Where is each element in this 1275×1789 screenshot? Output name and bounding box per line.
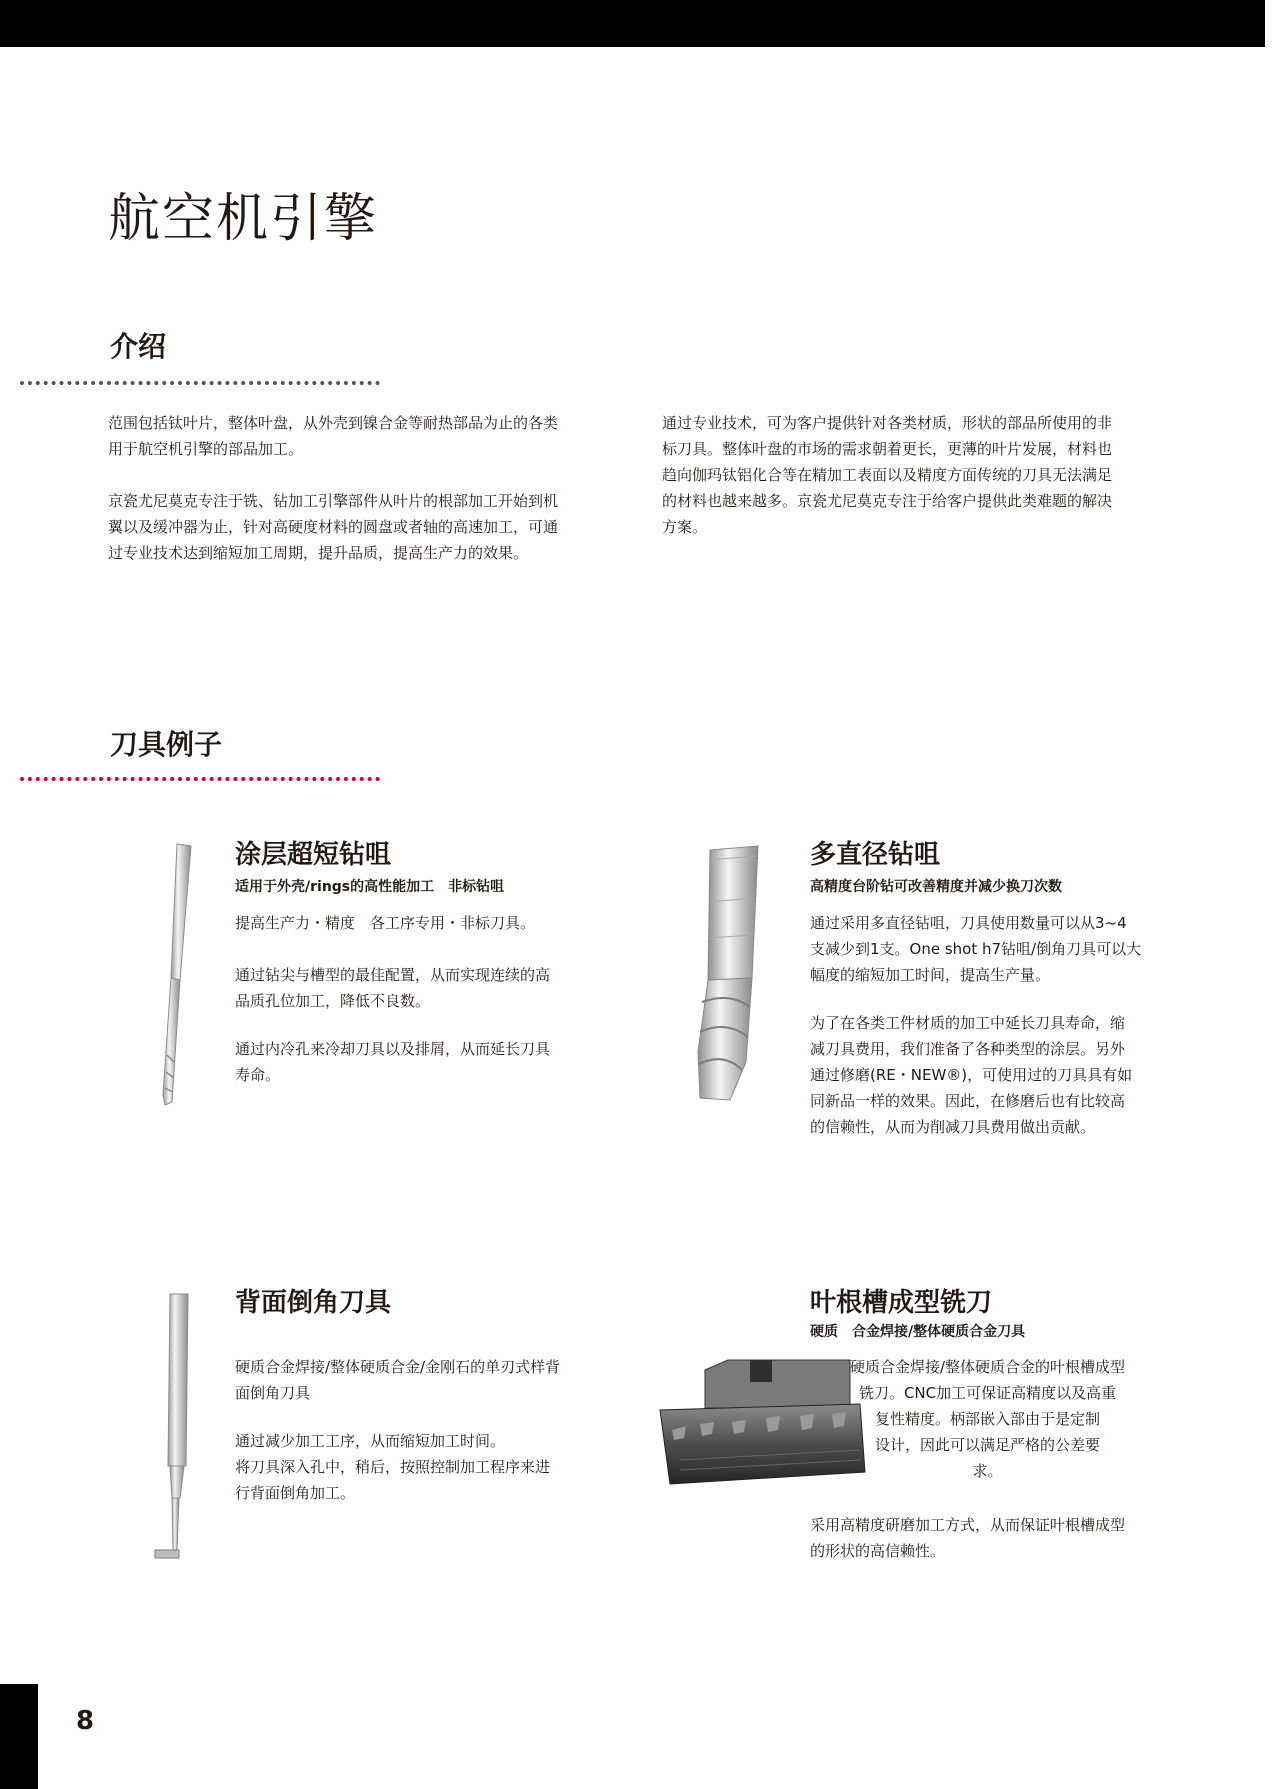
intro-left-paragraph-2: 京瓷尤尼莫克专注于铣、钻加工引擎部件从叶片的根部加工开始到机 翼以及缓冲器为止，针对高硬度材料的圆盘或者轴的高速加工，可通 过专业技术达到缩短加工周期，提升品质，提高生产力的效果。 [108,492,559,562]
page-title: 航空机引擎 [108,189,379,249]
step-drill-icon [680,842,770,1104]
tool-1-paragraph-1: 提高生产力・精度 各工序专用・非标刀具。 [235,914,536,932]
intro-left-paragraph-1: 范围包括钛叶片，整体叶盘，从外壳到镍合金等耐热部品为止的各类 用于航空机引擎的部品加工。 [108,414,559,458]
tool-1-title: 涂层超短钻咀 [235,840,392,870]
top-black-bar [0,0,1275,47]
intro-right-paragraph-1: 通过专业技术，可为客户提供针对各类材质，形状的部品所使用的非 标刀具。整体叶盘的市场的需求朝着更长，更薄的叶片发展，材料也 趋向伽玛钛铝化合等在精加工表面以及精度方面传统的刀具无法满足 的材料也越来越多。京瓷尤尼莫克专注于给客户提供此类难题的解决 方案。 [662,414,1113,536]
tool-2-paragraph-1: 通过采用多直径钻咀，刀具使用数量可以从3~4 支减少到1支。One shot h7钻咀/倒角刀具可以大 幅度的缩短加工时间，提高生产量。 [810,914,1142,984]
tool-2-title: 多直径钻咀 [810,840,941,870]
page-edge-tab [0,1684,38,1789]
tool-3-paragraph-2: 通过减少加工工序，从而缩短加工时间。 将刀具深入孔中，稍后，按照控制加工程序来进 行背面倒角加工。 [235,1432,551,1502]
tool-4-paragraph-1: 硬质合金焊接/整体硬质合金的叶根槽成型 铣刀。CNC加工可保证高精度以及高重 复性精度。柄部嵌入部由于是定制 设计，因此可以满足严格的公差要 求。 [850,1358,1126,1480]
tool-4-subtitle: 硬质 合金焊接/整体硬质合金刀具 [810,1324,1026,1340]
page-number: 8 [76,1706,95,1736]
intro-dotted-rule [20,381,380,385]
back-chamfer-tool-icon [140,1288,200,1563]
tools-dotted-rule [20,777,380,781]
form-milling-cutter-icon [650,1352,875,1502]
intro-heading: 介绍 [110,330,167,363]
tools-heading: 刀具例子 [110,728,223,761]
tool-3-paragraph-1: 硬质合金焊接/整体硬质合金/金刚石的单刃式样背 面倒角刀具 [235,1358,561,1402]
tool-2-paragraph-2: 为了在各类工件材质的加工中延长刀具寿命，缩 减刀具费用，我们准备了各种类型的涂层。另外 通过修磨(RE・NEW®)，可使用过的刀具具有如 同新品一样的效果。因此，在修磨后也有比较高 的信赖性，从而为削减刀具费用做出贡献。 [810,1014,1133,1136]
top-bar-notch [1265,0,1275,47]
short-drill-icon [140,840,200,1115]
tool-2-subtitle: 高精度台阶钻可改善精度并减少换刀次数 [810,879,1062,895]
tool-1-paragraph-3: 通过内冷孔来冷却刀具以及排屑，从而延长刀具 寿命。 [235,1040,551,1084]
tool-1-paragraph-2: 通过钻尖与槽型的最佳配置，从而实现连续的高 品质孔位加工，降低不良数。 [235,966,551,1010]
tool-3-title: 背面倒角刀具 [235,1288,392,1318]
tool-4-paragraph-2: 采用高精度研磨加工方式，从而保证叶根槽成型 的形状的高信赖性。 [810,1516,1126,1560]
tool-4-title: 叶根槽成型铣刀 [810,1288,993,1318]
tool-1-subtitle: 适用于外壳/rings的高性能加工 非标钻咀 [235,879,505,895]
